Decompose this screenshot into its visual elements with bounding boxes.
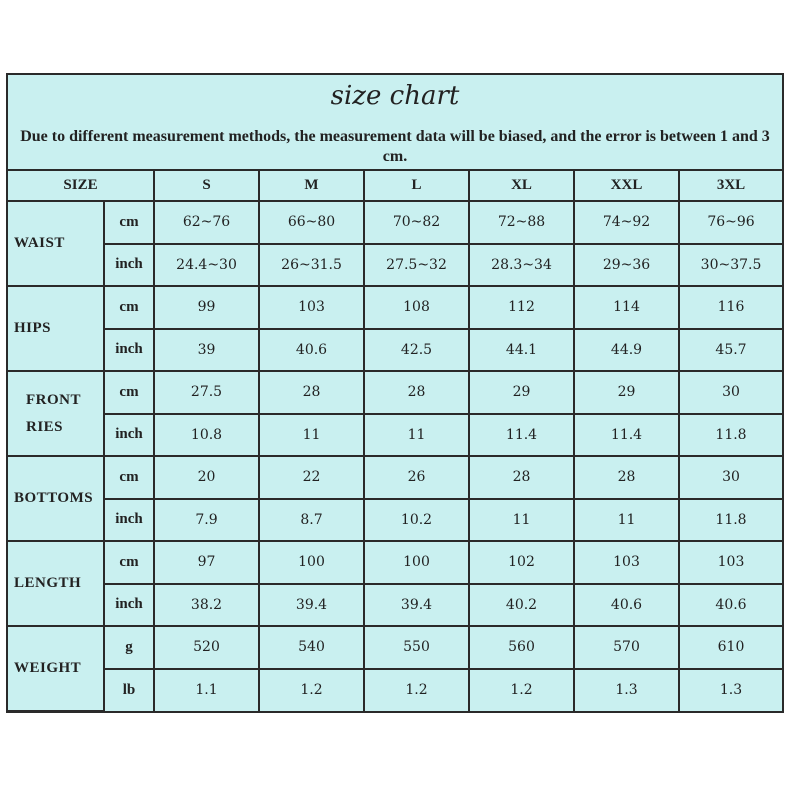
measurement-cell: 28 (259, 371, 364, 414)
measurement-cell: 100 (364, 541, 469, 584)
measurement-cell: 550 (364, 626, 469, 669)
measurement-cell: 610 (679, 626, 782, 669)
measurement-cell: 40.2 (469, 584, 574, 627)
measurement-cell: 11.4 (469, 414, 574, 457)
measurement-cell: 70~82 (364, 201, 469, 244)
measurement-cell: 30 (679, 371, 782, 414)
measurement-cell: 1.2 (364, 669, 469, 712)
unit-label: inch (104, 244, 154, 287)
measurement-cell: 570 (574, 626, 679, 669)
table-row (8, 584, 782, 627)
measurement-cell: 1.3 (574, 669, 679, 712)
category-label (8, 371, 104, 456)
measurement-cell: 540 (259, 626, 364, 669)
measurement-note: Due to different measurement methods, the measurement data will be biased, and the error is between 1 and 3 cm. (20, 128, 770, 165)
measurement-cell: 1.1 (154, 669, 259, 712)
measurement-cell: 28 (574, 456, 679, 499)
measurement-cell: 11 (259, 414, 364, 457)
measurement-cell: 11.8 (679, 414, 782, 457)
size-chart (6, 73, 784, 713)
size-column-header: XXL (574, 171, 679, 201)
table-row (8, 499, 782, 542)
table-row (8, 244, 782, 287)
measurement-cell: 42.5 (364, 329, 469, 372)
measurement-cell: 24.4~30 (154, 244, 259, 287)
measurement-cell: 100 (259, 541, 364, 584)
size-column-header: S (154, 171, 259, 201)
measurement-cell: 74~92 (574, 201, 679, 244)
table-row (8, 201, 782, 244)
measurement-cell: 26~31.5 (259, 244, 364, 287)
measurement-cell: 26 (364, 456, 469, 499)
unit-label: cm (104, 286, 154, 329)
measurement-cell: 1.2 (469, 669, 574, 712)
category-label: WEIGHT (8, 626, 104, 711)
measurement-cell: 1.2 (259, 669, 364, 712)
measurement-cell: 29 (574, 371, 679, 414)
unit-label: cm (104, 201, 154, 244)
table-row (8, 329, 782, 372)
table-row (8, 541, 782, 584)
measurement-cell: 7.9 (154, 499, 259, 542)
unit-label: g (104, 626, 154, 669)
measurement-cell: 560 (469, 626, 574, 669)
size-column-header: XL (469, 171, 574, 201)
size-column-header: 3XL (679, 171, 782, 201)
category-label: LENGTH (8, 541, 104, 626)
measurement-cell: 40.6 (574, 584, 679, 627)
measurement-cell: 11 (574, 499, 679, 542)
table-row (8, 371, 782, 414)
measurement-cell: 44.1 (469, 329, 574, 372)
measurement-cell: 10.8 (154, 414, 259, 457)
measurement-cell: 102 (469, 541, 574, 584)
measurement-cell: 29 (469, 371, 574, 414)
measurement-cell: 520 (154, 626, 259, 669)
measurement-cell: 28 (364, 371, 469, 414)
measurement-cell: 11 (364, 414, 469, 457)
category-label: WAIST (8, 201, 104, 286)
measurement-cell: 28 (469, 456, 574, 499)
table-row (8, 456, 782, 499)
unit-label: inch (104, 414, 154, 457)
table-row (8, 414, 782, 457)
table-row (8, 626, 782, 669)
table-row (8, 669, 782, 712)
measurement-cell: 1.3 (679, 669, 782, 712)
measurement-cell: 99 (154, 286, 259, 329)
unit-label: inch (104, 329, 154, 372)
measurement-cell: 103 (259, 286, 364, 329)
measurement-cell: 112 (469, 286, 574, 329)
measurement-cell: 44.9 (574, 329, 679, 372)
size-column-header: M (259, 171, 364, 201)
unit-label: cm (104, 541, 154, 584)
measurement-cell: 20 (154, 456, 259, 499)
category-label-line: RIES (26, 418, 64, 435)
measurement-cell: 29~36 (574, 244, 679, 287)
measurement-cell: 39 (154, 329, 259, 372)
unit-label: inch (104, 584, 154, 627)
measurement-cell: 27.5 (154, 371, 259, 414)
size-header: SIZE (8, 171, 154, 201)
measurement-cell: 30~37.5 (679, 244, 782, 287)
unit-label: cm (104, 456, 154, 499)
measurement-cell: 39.4 (259, 584, 364, 627)
measurement-cell: 103 (574, 541, 679, 584)
category-label-line: FRONT (26, 391, 81, 408)
table-row (8, 286, 782, 329)
measurement-cell: 28.3~34 (469, 244, 574, 287)
table-header-row (8, 171, 782, 201)
measurement-cell: 22 (259, 456, 364, 499)
measurement-cell: 27.5~32 (364, 244, 469, 287)
measurement-cell: 108 (364, 286, 469, 329)
size-column-header: L (364, 171, 469, 201)
unit-label: inch (104, 499, 154, 542)
measurement-cell: 76~96 (679, 201, 782, 244)
measurement-cell: 40.6 (679, 584, 782, 627)
measurement-cell: 72~88 (469, 201, 574, 244)
measurement-cell: 8.7 (259, 499, 364, 542)
measurement-cell: 11.4 (574, 414, 679, 457)
measurement-cell: 103 (679, 541, 782, 584)
measurement-cell: 30 (679, 456, 782, 499)
chart-title: size chart (330, 81, 460, 111)
category-label: BOTTOMS (8, 456, 104, 541)
measurement-cell: 39.4 (364, 584, 469, 627)
measurement-cell: 10.2 (364, 499, 469, 542)
measurement-cell: 40.6 (259, 329, 364, 372)
measurement-cell: 97 (154, 541, 259, 584)
unit-label: lb (104, 669, 154, 712)
measurement-cell: 45.7 (679, 329, 782, 372)
size-table (8, 171, 782, 712)
measurement-cell: 11 (469, 499, 574, 542)
unit-label: cm (104, 371, 154, 414)
measurement-cell: 38.2 (154, 584, 259, 627)
chart-header (8, 75, 782, 171)
measurement-cell: 62~76 (154, 201, 259, 244)
measurement-cell: 114 (574, 286, 679, 329)
category-label: HIPS (8, 286, 104, 371)
measurement-cell: 66~80 (259, 201, 364, 244)
measurement-cell: 11.8 (679, 499, 782, 542)
measurement-cell: 116 (679, 286, 782, 329)
